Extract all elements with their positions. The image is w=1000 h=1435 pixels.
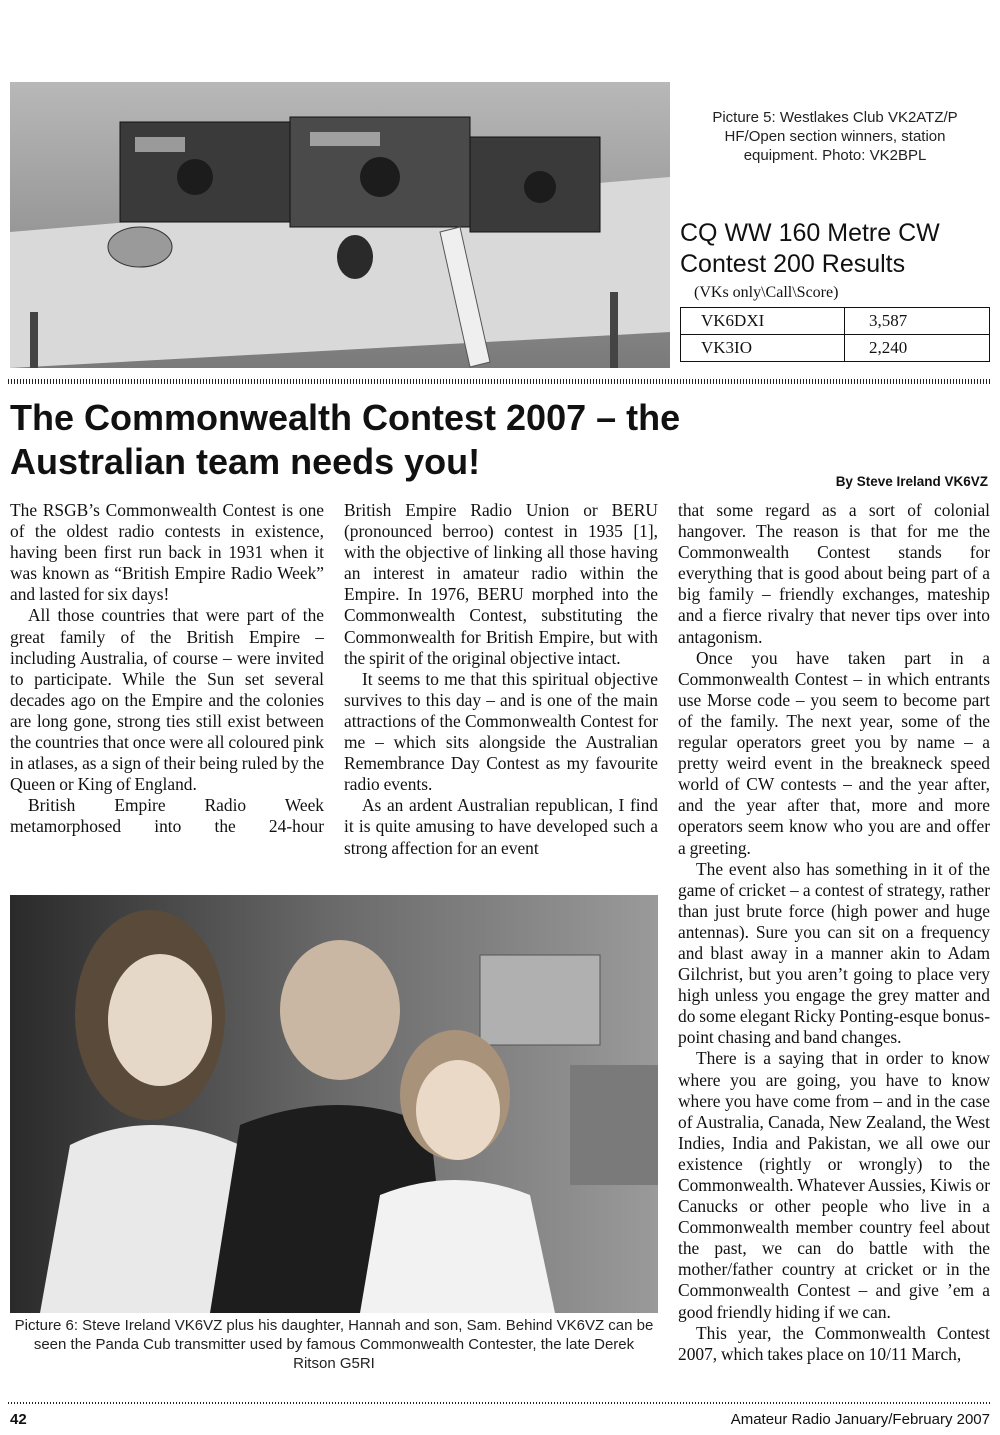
page-number: 42 bbox=[10, 1411, 27, 1428]
article-column-1 bbox=[10, 500, 324, 838]
section-divider bbox=[8, 379, 992, 384]
footer-divider bbox=[8, 1402, 992, 1404]
results-box-title: CQ WW 160 Metre CW Contest 200 Results bbox=[680, 219, 940, 278]
result-call: VK6DXI bbox=[681, 308, 845, 335]
paragraph: British Empire Radio Week metamorphosed into the 24-hour bbox=[10, 795, 324, 837]
result-call: VK3IO bbox=[681, 335, 845, 362]
paragraph: There is a saying that in order to know where you are going, you have to know where you have come from – and in the case of Australia, Canada, New Zealand, the West Indies, India and Pakistan, we all owe our existence (rightly or wrongly) to the Commonwealth. Whatever Aussies, Kiwis or Canucks or other people who live in a Commonwealth member country feel about the past, we can do battle with the mother/father country at cricket or in the Commonwealth Contest – and give ’em a good friendly hiding if we can. bbox=[678, 1048, 990, 1322]
paragraph: All those countries that were part of the great family of the British Empire – including Australia, of course – were invited to participate. While the Sun set several decades ago on the Empire and the colonies are long gone, strong ties still exist between the countries that once were all coloured pink in atlases, as a sign of their being ruled by the Queen or King of England. bbox=[10, 605, 324, 795]
paragraph: that some regard as a sort of colonial hangover. The reason is that for me the Commonwealth Contest stands for everything that is good about being part of a big family – friendly exchanges, mateship and a fierce rivalry that never tips over into antagonism. bbox=[678, 500, 990, 647]
article-column-2 bbox=[344, 500, 658, 859]
paragraph: This year, the Commonwealth Contest 2007, which takes place on 10/11 March, bbox=[678, 1322, 990, 1364]
publication-name: Amateur Radio January/February 2007 bbox=[730, 1411, 990, 1428]
picture-5-caption: Picture 5: Westlakes Club VK2ATZ/P HF/Open section winners, station equipment. Photo: VK2BPL bbox=[712, 109, 958, 164]
picture-6-photo bbox=[10, 895, 658, 1313]
article-column-3 bbox=[678, 500, 990, 1365]
paragraph: Once you have taken part in a Commonwealth Contest – in which entrants use Morse code – you seem to become part of the family. The next year, some of the regular operators greet you by name – a pretty weird event in the breakneck speed world of CW contests – and the year after, and the year after that, more and more operators seem know who you are and offer a greeting. bbox=[678, 647, 990, 858]
table-row bbox=[681, 335, 990, 362]
article-headline: The Commonwealth Contest 2007 – the Australian team needs you! bbox=[10, 397, 681, 482]
picture-5-photo bbox=[10, 82, 670, 368]
table-row bbox=[681, 308, 990, 335]
paragraph: It seems to me that this spiritual objective survives to this day – and is one of the main attractions of the Commonwealth Contest for me – which sits alongside the Australian Remembrance Day Contest as my favourite radio events. bbox=[344, 668, 658, 795]
result-score: 3,587 bbox=[845, 308, 990, 335]
picture-6-caption: Picture 6: Steve Ireland VK6VZ plus his daughter, Hannah and son, Sam. Behind VK6VZ can be seen the Panda Cub transmitter used by famous Commonwealth Contester, the late Derek Ritson G5RI bbox=[14, 1317, 654, 1372]
paragraph: British Empire Radio Union or BERU (pronounced berroo) contest in 1935 [1], with the objective of linking all those having an interest in amateur radio within the Empire. In 1976, BERU morphed into the Commonwealth Contest, substituting the Commonwealth for British Empire, but with the spirit of the original objective intact. bbox=[344, 500, 658, 668]
results-box-subtitle: (VKs only\Call\Score) bbox=[694, 284, 839, 301]
article-byline: By Steve Ireland VK6VZ bbox=[835, 474, 988, 489]
paragraph: The RSGB’s Commonwealth Contest is one of the oldest radio contests in existence, having been first run back in 1931 when it was known as “British Empire Radio Week” and lasted for six days! bbox=[10, 500, 324, 605]
results-table bbox=[680, 307, 990, 362]
paragraph: The event also has something in it of the game of cricket – a contest of strategy, rather than just brute force (high power and huge antennas). Sure you can sit on a frequency and blast away in a manner akin to Adam Gilchrist, but you aren’t going to place very high unless you engage the grey matter and do some elegant Ricky Ponting-esque bonus-point chasing and band changes. bbox=[678, 858, 990, 1048]
result-score: 2,240 bbox=[845, 335, 990, 362]
paragraph: As an ardent Australian republican, I find it is quite amusing to have developed such a strong affection for an event bbox=[344, 795, 658, 858]
